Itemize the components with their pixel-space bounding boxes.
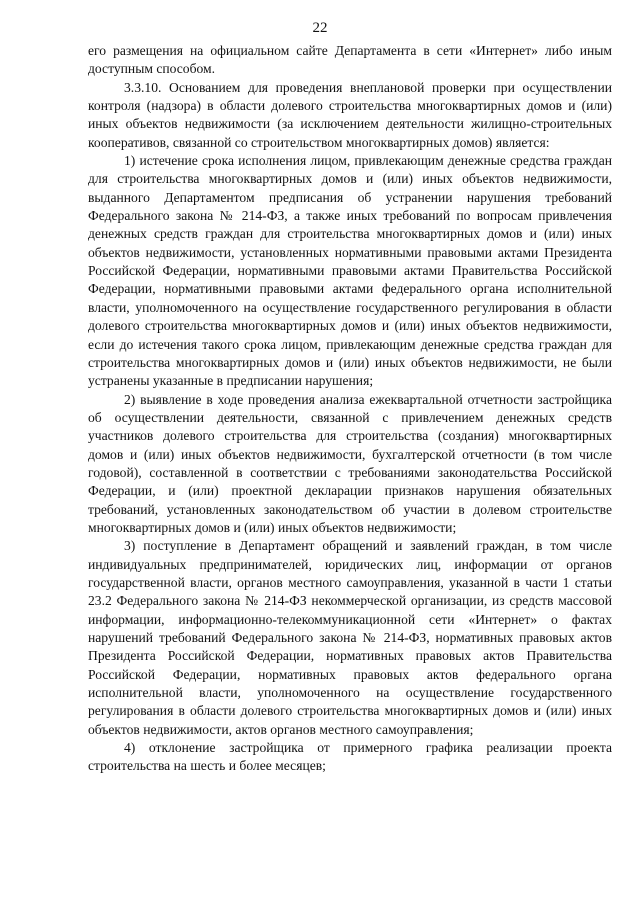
page-number: 22	[312, 20, 328, 36]
list-item-4: 4) отклонение застройщика от примерного графика реализации проекта строительства на шесть и более месяцев;	[88, 740, 612, 774]
list-item-2: 2) выявление в ходе проведения анализа ежеквартальной отчетности застройщика об осуществлении деятельности, связанной с привлечением денежных средств участников долевого строительства для строительства (создания) многоквартирных домов и (или) иных объектов недвижимости, бухгалтерской отчетности (в том числе годовой), составленной в соответствии с требованиями законодательства Российской Федерации, и (или) проектной декларации признаков нарушения обязательных требований, установленных законодательством об участии в долевом строительстве многоквартирных домов и (или) иных объектов недвижимости;	[88, 391, 612, 535]
list-item-3: 3) поступление в Департамент обращений и заявлений граждан, в том числе индивидуальных предпринимателей, юридических лиц, информации от органов государственной власти, органов местного самоуправления, указанной в части 1 статьи 23.2 Федерального закона № 214-ФЗ некоммерческой организации, из средств массовой информации, информационно-телекоммуникационной сети «Интернет» о фактах нарушений требований Федерального закона № 214-ФЗ, нормативных правовых актов Президента Российской Федерации, нормативных правовых актов Правительства Российской Федерации, нормативных правовых актов федерального органа исполнительной власти, уполномоченного на осуществление государственного регулирования в области долевого строительства многоквартирных домов и (или) иных объектов недвижимости, актов органов местного самоуправления;	[88, 538, 612, 737]
document-body	[88, 42, 612, 776]
paragraph-3-3-10: 3.3.10. Основанием для проведения внеплановой проверки при осуществлении контроля (надзора) в области долевого строительства многоквартирных домов и (или) иных объектов недвижимости (за исключением деятельности жилищно-строительных кооперативов, связанной со строительством многоквартирных домов) является:	[88, 79, 612, 150]
list-item-1: 1) истечение срока исполнения лицом, привлекающим денежные средства граждан для строительства многоквартирных домов и (или) иных объектов недвижимости, выданного Департаментом предписания об устранении нарушения требований Федерального закона № 214-ФЗ, а также иных требований по вопросам привлечения денежных средств граждан для строительства многоквартирных домов и (или) иных объектов недвижимости, установленных нормативными правовыми актами Президента Российской Федерации, нормативными правовыми актами Правительства Российской Федерации, нормативными правовыми актами федерального органа исполнительной власти, уполномоченного на осуществление государственного регулирования в области долевого строительства многоквартирных домов и (или) иных объектов недвижимости, если до истечения такого срока лицом, привлекающим денежные средства граждан для строительства многоквартирных домов и (или) иных объектов недвижимости, не были устранены указанные в предписании нарушения;	[88, 153, 612, 389]
paragraph-continuation: его размещения на официальном сайте Департамента в сети «Интернет» либо иным доступным способом.	[88, 43, 612, 77]
